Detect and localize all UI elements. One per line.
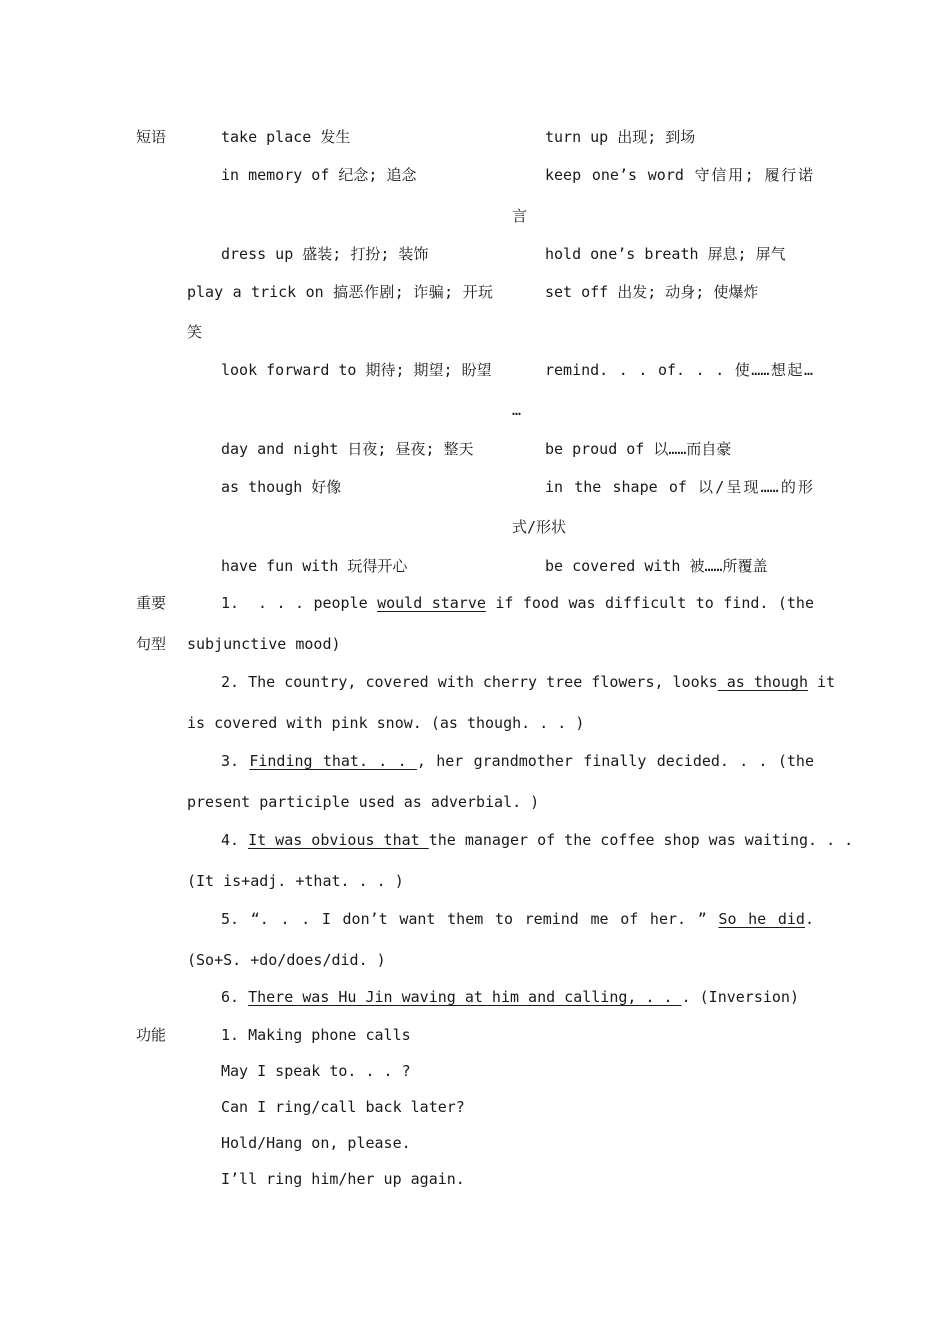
sentence-text: .: [804, 910, 814, 928]
sentence-text: 6.: [221, 988, 249, 1006]
section-heading-functions: 功能: [136, 1026, 167, 1044]
sentence-continuation: present participle used as adverbial. ): [187, 793, 540, 811]
sentence-text: 1. . . . people: [221, 594, 378, 612]
phrase-item: remind. . . of. . . 使……想起…: [545, 361, 813, 379]
sentence-text: . (Inversion): [681, 988, 799, 1006]
sentence-pattern-1: [221, 593, 814, 613]
underlined-phrase: There was Hu Jin waving at him and calling, . .: [248, 988, 682, 1006]
phrase-item: as though 好像: [221, 478, 342, 496]
function-item: 1. Making phone calls: [221, 1026, 411, 1044]
phrase-item: have fun with 玩得开心: [221, 557, 408, 575]
phrase-item: turn up 出现; 到场: [545, 128, 696, 146]
phrase-item: set off 出发; 动身; 使爆炸: [545, 283, 759, 301]
sentence-continuation: is covered with pink snow. (as though. . . ): [187, 714, 585, 732]
sentence-continuation: (So+S. +do/does/did. ): [187, 951, 386, 969]
underlined-phrase: It was obvious that: [248, 831, 429, 849]
phrase-item: play a trick on 搞恶作剧; 诈骗; 开玩: [187, 283, 493, 301]
sentence-continuation: (It is+adj. +that. . . ): [187, 872, 404, 890]
sentence-text: the manager of the coffee shop was waiting. . .: [428, 831, 854, 849]
function-item: May I speak to. . . ?: [221, 1062, 411, 1080]
sentence-text: 2. The country, covered with cherry tree flowers, looks: [221, 673, 718, 691]
phrase-item: hold one’s breath 屏息; 屏气: [545, 245, 786, 263]
phrase-item: day and night 日夜; 昼夜; 整天: [221, 440, 474, 458]
function-item: I’ll ring him/her up again.: [221, 1170, 465, 1188]
sentence-text: 4.: [221, 831, 249, 849]
phrase-item: dress up 盛装; 打扮; 装饰: [221, 245, 429, 263]
phrase-item-continuation: 笑: [187, 323, 203, 341]
sentence-text: 3.: [221, 752, 250, 770]
sentence-text: it: [808, 673, 836, 691]
phrase-item: take place 发生: [221, 128, 351, 146]
section-heading-patterns-line2: 句型: [136, 635, 167, 653]
phrase-item: keep one’s word 守信用; 履行诺: [545, 166, 813, 184]
phrase-item: in memory of 纪念; 追念: [221, 166, 417, 184]
sentence-pattern-4: [221, 830, 854, 850]
sentence-continuation: subjunctive mood): [187, 635, 341, 653]
sentence-pattern-6: [221, 987, 799, 1007]
underlined-phrase: So he did: [718, 910, 805, 928]
phrase-item-continuation: 言: [512, 207, 528, 225]
section-heading-phrases: 短语: [136, 128, 167, 146]
section-heading-patterns: 重要: [136, 594, 167, 612]
sentence-pattern-5: [221, 909, 814, 929]
sentence-pattern-2: [221, 672, 836, 692]
function-item: Can I ring/call back later?: [221, 1098, 465, 1116]
phrase-item-continuation: …: [512, 401, 522, 419]
phrase-item: in the shape of 以/呈现……的形: [545, 478, 813, 496]
phrase-item: be proud of 以……而自豪: [545, 440, 732, 458]
function-item: Hold/Hang on, please.: [221, 1134, 411, 1152]
underlined-phrase: as though: [717, 673, 809, 691]
sentence-text: , her grandmother finally decided. . . (the: [416, 752, 814, 770]
phrase-item: look forward to 期待; 期望; 盼望: [221, 361, 492, 379]
sentence-pattern-3: [221, 751, 814, 771]
phrase-item-continuation: 式/形状: [512, 518, 567, 536]
underlined-phrase: would starve: [377, 594, 486, 612]
sentence-text: if food was difficult to find. (the: [485, 594, 814, 612]
sentence-text: 5. “. . . I don’t want them to remind me of her. ”: [221, 910, 719, 928]
underlined-phrase: Finding that. . .: [249, 752, 417, 770]
phrase-item: be covered with 被……所覆盖: [545, 557, 768, 575]
